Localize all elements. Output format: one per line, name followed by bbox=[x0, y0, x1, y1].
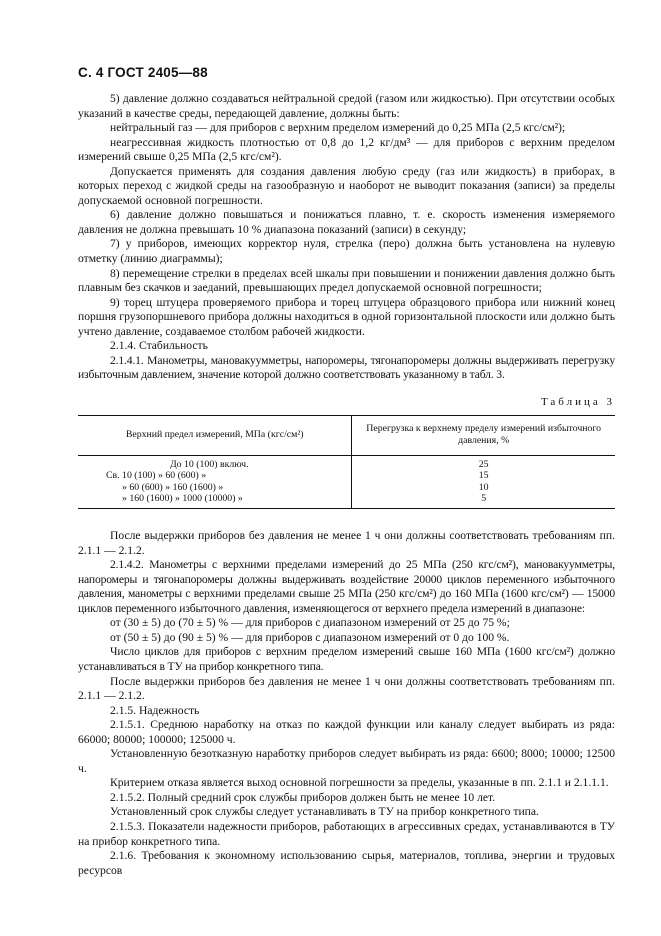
document-body bbox=[78, 92, 615, 878]
paragraph: неагрессивная жидкость плотностью от 0,8 до 1,2 кг/дм³ — для приборов с верхним пределом измерений свыше 0,25 МПа (2,5 кгс/см²). bbox=[78, 135, 615, 164]
paragraph: Установленный срок службы следует устанавливать в ТУ на прибор конкретного типа. bbox=[110, 805, 539, 819]
table-cell-value: 10 bbox=[478, 481, 489, 493]
table-caption: Таблица 3 bbox=[540, 395, 615, 408]
paragraph: от (30 ± 5) до (70 ± 5) % — для приборов с диапазоном измерений от 25 до 75 %; bbox=[110, 616, 510, 630]
table-3 bbox=[78, 415, 615, 509]
paragraph: Допускается применять для создания давления любую среду (газ или жидкость) в приборах, в которых переход с жидкой среды на газообразную и наоборот не выводит показания (записи) за пределы допускаемой основной погрешности. bbox=[78, 164, 615, 207]
table-row bbox=[78, 455, 615, 470]
paragraph: Критерием отказа является выход основной погрешности за пределы, указанные в пп. 2.1.1 и 2.1.1.1. bbox=[110, 776, 609, 790]
paragraph: 6) давление должно повышаться и понижаться плавно, т. е. скорость изменения измеряемого давления не должна превышать 10 % диапазона показаний (записи) в секунду; bbox=[78, 208, 615, 236]
table-cell-range: » 60 (600) » 160 (1600) » bbox=[78, 482, 352, 494]
paragraph: Число циклов для приборов с верхним пределом измерений свыше 160 МПа (1600 кгс/см²) должно устанавливаться в ТУ на прибор конкретного типа. bbox=[78, 645, 615, 673]
table-header-upper-limit: Верхний предел измерений, МПа (кгс/см²) bbox=[78, 416, 352, 455]
table-cell-value: 25 bbox=[478, 458, 489, 470]
paragraph: 2.1.6. Требования к экономному использованию сырья, материалов, топлива, энергии и трудовых ресурсов bbox=[78, 849, 615, 877]
paragraph: 9) торец штуцера проверяемого прибора и торец штуцера образцового прибора или нижний конец поршня грузопоршневого прибора должны находиться в одной горизонтальной плоскости или должно быть учтено давление, создаваемое столбом рабочей жидкости. bbox=[78, 295, 615, 338]
table-cell-range: » 160 (1600) » 1000 (10000) » bbox=[78, 493, 352, 508]
section-heading: 2.1.4. Стабильность bbox=[110, 339, 208, 353]
page-header: С. 4 ГОСТ 2405—88 bbox=[78, 65, 208, 80]
paragraph: 8) перемещение стрелки в пределах всей шкалы при повышении и понижении давления должно быть плавным без скачков и заеданий, превышающих предел допускаемой основной погрешности; bbox=[78, 266, 615, 295]
table-row bbox=[78, 493, 615, 508]
paragraph: от (50 ± 5) до (90 ± 5) % — для приборов с диапазоном измерений от 0 до 100 %. bbox=[110, 630, 510, 644]
paragraph: 2.1.5.2. Полный средний срок службы приборов должен быть не менее 10 лет. bbox=[110, 790, 496, 804]
paragraph: После выдержки приборов без давления не менее 1 ч они должны соответствовать требованиям пп. 2.1.1 — 2.1.2. bbox=[78, 674, 615, 703]
paragraph: Установленную безотказную наработку приборов следует выбирать из ряда: 6600; 8000; 10000; 12500 ч. bbox=[78, 747, 615, 775]
table-cell-value: 5 bbox=[352, 493, 615, 508]
paragraph: нейтральный газ — для приборов с верхним пределом измерений до 0,25 МПа (2,5 кгс/см²); bbox=[110, 121, 566, 135]
paragraph: 7) у приборов, имеющих корректор нуля, стрелка (перо) должна быть установлена на нулевую отметку (линию диаграммы); bbox=[78, 237, 615, 266]
paragraph: 5) давление должно создаваться нейтральной средой (газом или жидкостью). При отсутствии особых указаний в качестве среды, передающей давление, должны быть: bbox=[78, 92, 615, 120]
table-cell-range: Св. 10 (100) » 60 (600) » bbox=[78, 470, 352, 482]
table-cell-value: 15 bbox=[478, 470, 489, 482]
table-header-overload: Перегрузка к верхнему пределу измерений избыточного давления, % bbox=[352, 416, 615, 455]
paragraph: 2.1.4.1. Манометры, мановакуумметры, напоромеры, тягонапоромеры должны выдерживать перегрузку избыточным давлением, значение которой должно соответствовать указанному в табл. 3. bbox=[78, 353, 615, 382]
paragraph: После выдержки приборов без давления не менее 1 ч они должны соответствовать требованиям пп. 2.1.1 — 2.1.2. bbox=[78, 529, 615, 557]
table-row bbox=[78, 482, 615, 494]
table-row bbox=[78, 470, 615, 482]
table-cell-range: До 10 (100) включ. bbox=[78, 455, 352, 470]
paragraph: 2.1.5.3. Показатели надежности приборов, работающих в агрессивных средах, устанавливаются в ТУ на прибор конкретного типа. bbox=[78, 819, 615, 848]
paragraph: 2.1.5.1. Среднюю наработку на отказ по каждой функции или каналу следует выбирать из ряда: 66000; 80000; 100000; 125000 ч. bbox=[78, 718, 615, 746]
paragraph: 2.1.4.2. Манометры с верхними пределами измерений до 25 МПа (250 кгс/см²), мановакуумметры, напоромеры и тягонапоромеры должны выдерживать воздействие 20000 циклов переменного избыточного давления, манометры с верхними пределами свыше 25 МПа (250 кгс/см²) до 160 МПа (1600 кгс/см²) — 15000 циклов переменного избыточного давления, изменяющегося от верхнего предела измерений в диапазоне: bbox=[78, 558, 615, 615]
section-heading: 2.1.5. Надежность bbox=[110, 703, 200, 717]
